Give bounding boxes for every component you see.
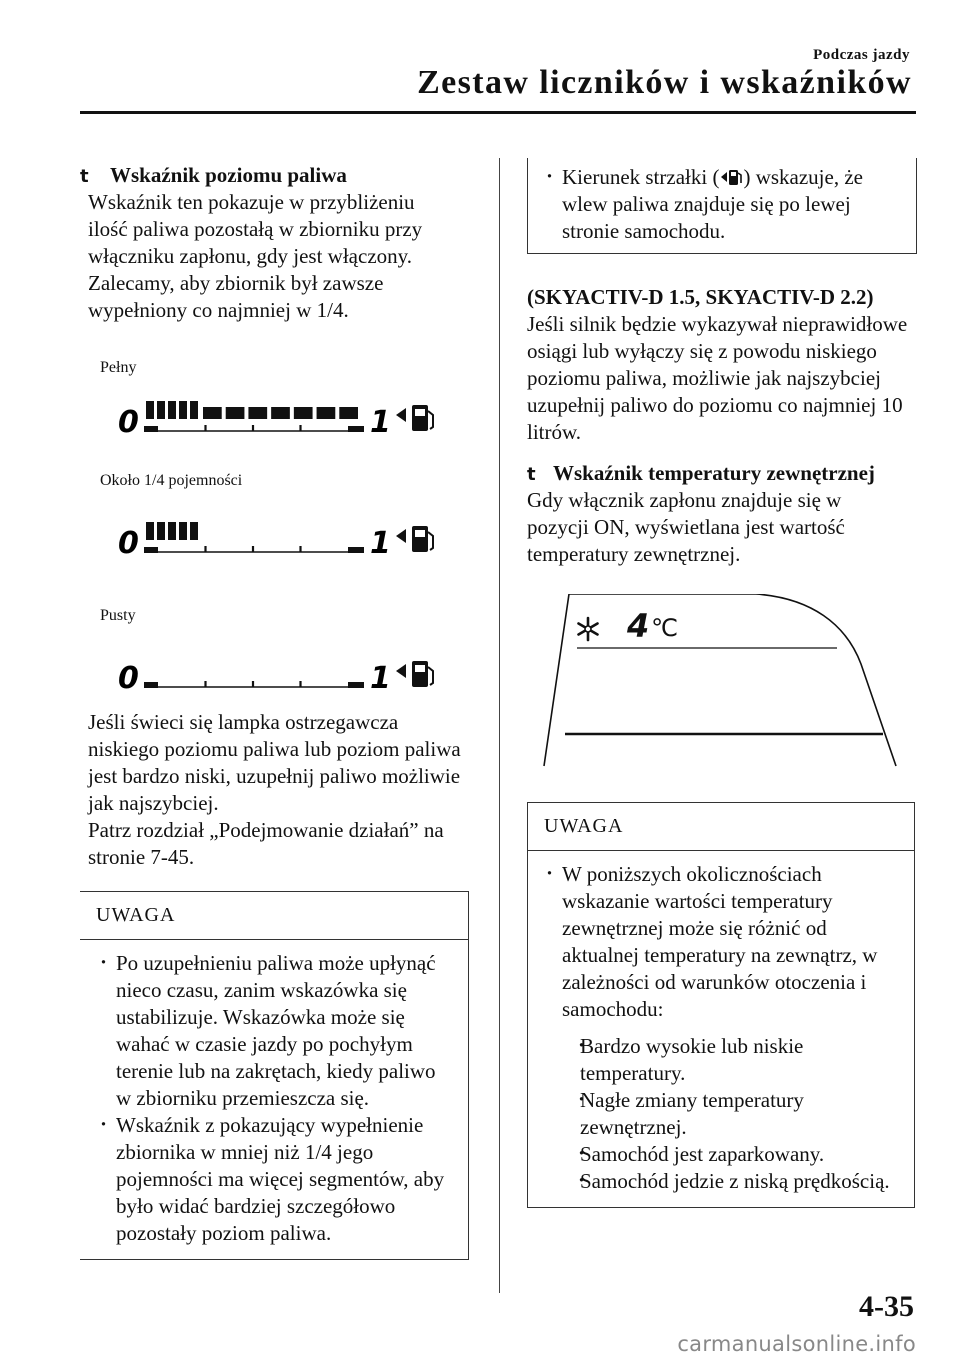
snowflake-icon [575, 616, 601, 642]
gauge-segment [179, 522, 187, 540]
fuel-pump-hose [428, 667, 433, 685]
fuel-pump-icon [412, 405, 433, 431]
gauge-segment [157, 401, 165, 419]
fuel-door-arrow-icon [719, 167, 743, 187]
note-subitem: · Bardzo wysokie lub niskie temperatury. [542, 1033, 900, 1087]
page-title: Zestaw liczników i wskaźników [417, 64, 912, 101]
temp-unit-label: ℃ [651, 614, 678, 642]
gauge-empty-block [80, 602, 480, 701]
fuel-pump-body [412, 526, 428, 552]
continued-note-box [527, 158, 917, 254]
arrow-left-icon [396, 408, 406, 422]
note-title: UWAGA [528, 803, 914, 851]
outside-temp-heading-text: Wskaźnik temperatury zewnętrznej [553, 461, 875, 485]
site-watermark: carmanualsonline.info [677, 1332, 916, 1356]
fuel-pump-window [415, 409, 425, 416]
arrow-left-icon [396, 664, 406, 678]
gauge-segment [190, 401, 198, 419]
fuel-pump-window [415, 665, 425, 672]
note-title: UWAGA [80, 892, 468, 940]
fuel-gauge-empty [118, 653, 468, 701]
note-subitem: · Samochód jest zaparkowany. [542, 1141, 900, 1168]
fuel-pump-icon [412, 661, 433, 687]
gauge-segment [271, 407, 290, 419]
gauge-max-label: 1 [370, 405, 391, 440]
gauge-segment [146, 401, 154, 419]
note-item: · Po uzupełnieniu paliwa może upłynąć nieco czasu, zanim wskazówka się ustabilizuje. Wskazówka może się wahać w czasie jazdy po pochyłym terenie lub na zakrętach, kiedy paliwo w zbiorniku przemieszcza się. [96, 950, 454, 1112]
arrow-note-pre: Kierunek strzałki ( [562, 165, 720, 189]
gauge-max-label: 1 [370, 661, 391, 696]
gauge-segment [226, 407, 245, 419]
outside-temp-value: 4 [627, 607, 650, 645]
gauge-segment [317, 407, 336, 419]
column-divider [499, 158, 500, 1293]
gauge-min-label: 0 [118, 661, 139, 696]
fuel-gauge-heading [80, 162, 480, 189]
gauge-label-full: Pełny [100, 359, 137, 376]
header-rule [80, 111, 916, 114]
gauge-segment [203, 407, 222, 419]
gauge-quarter-block [80, 467, 480, 566]
fuel-reference-text: Patrz rozdział „Podejmowanie działań” na stronie 7-45. [88, 818, 444, 869]
fuel-pump-window [415, 530, 425, 537]
gauge-segment [190, 522, 198, 540]
page-number: 4-35 [859, 1290, 914, 1323]
temperature-display-figure [541, 594, 901, 774]
fuel-pump-icon [412, 526, 433, 552]
skyactiv-heading: (SKYACTIV-D 1.5, SKYACTIV-D 2.2) [527, 285, 874, 309]
gauge-segment [146, 522, 154, 540]
section-marker: t [527, 464, 536, 485]
note-box-left [80, 891, 469, 1260]
running-head-section: Podczas jazdy [813, 47, 910, 63]
gauge-full-block [80, 354, 480, 445]
fuel-gauge-heading-text: Wskaźnik poziomu paliwa [110, 163, 347, 187]
fuel-gauge-intro: Wskaźnik ten pokazuje w przybliżeniu ilość paliwa pozostałą w zbiorniku przy włączniku zapłonu, gdy jest włączony. Zalecamy, aby zbiornik był zawsze wypełniony co najmniej w 1/4. [88, 190, 423, 322]
right-column [527, 158, 919, 1208]
note-body [528, 851, 914, 1207]
gauge-segment [339, 407, 358, 419]
left-column [80, 162, 480, 1260]
arrow-left-icon [396, 529, 406, 543]
gauge-segment [294, 407, 313, 419]
gauge-min-label: 0 [118, 526, 139, 561]
gauge-segment [179, 401, 187, 419]
fuel-pump-hose [428, 532, 433, 550]
gauge-segment [248, 407, 267, 419]
gauge-segment [157, 522, 165, 540]
outside-temp-text: Gdy włącznik zapłonu znajduje się w pozycji ON, wyświetlana jest wartość temperatury zewnętrznej. [527, 488, 845, 566]
note-sublist [542, 1033, 900, 1195]
fuel-warning-text: Jeśli świeci się lampka ostrzegawcza niskiego poziomu paliwa lub poziom paliwa jest bardzo niski, uzupełnij paliwo możliwie jak najszybciej. [88, 710, 461, 815]
fuel-gauge-full [118, 397, 468, 445]
gauge-min-label: 0 [118, 405, 139, 440]
section-marker: t [80, 166, 89, 187]
fuel-pump-body [412, 661, 428, 687]
gauge-label-quarter: Około 1/4 pojemności [100, 472, 243, 489]
note-body [80, 940, 468, 1259]
fuel-gauge-quarter [118, 518, 468, 566]
fuel-pump-body [412, 405, 428, 431]
arrow-direction-note [542, 164, 904, 245]
note-intro: · W poniższych okolicznościach wskazanie wartości temperatury zewnętrznej może się różnić od aktualnej temperatury na zewnątrz, w zależności od warunków otoczenia i samochodu: [542, 861, 900, 1023]
fuel-pump-hose [428, 411, 433, 429]
note-box-right [527, 802, 915, 1208]
note-item: · Wskaźnik z pokazujący wypełnienie zbiornika w mniej niż 1/4 jego pojemności ma więcej segmentów, aby było widać bardziej szczegółowo pozostały poziom paliwa. [96, 1112, 454, 1247]
outside-temp-heading [527, 460, 919, 487]
arrow-note-post: ) wskazuje, że wlew paliwa znajduje się po lewej stronie samochodu. [562, 165, 863, 243]
skyactiv-text: Jeśli silnik będzie wykazywał nieprawidłowe osiągi lub wyłączy się z powodu niskiego poziomu paliwa, możliwie jak najszybciej uzupełnij paliwo do poziomu co najmniej 10 litrów. [527, 312, 908, 444]
gauge-max-label: 1 [370, 526, 391, 561]
note-subitem: · Nagłe zmiany temperatury zewnętrznej. [542, 1087, 900, 1141]
gauge-label-empty: Pusty [100, 607, 136, 624]
note-subitem: · Samochód jedzie z niską prędkością. [542, 1168, 900, 1195]
gauge-segment [168, 522, 176, 540]
gauge-segment [168, 401, 176, 419]
